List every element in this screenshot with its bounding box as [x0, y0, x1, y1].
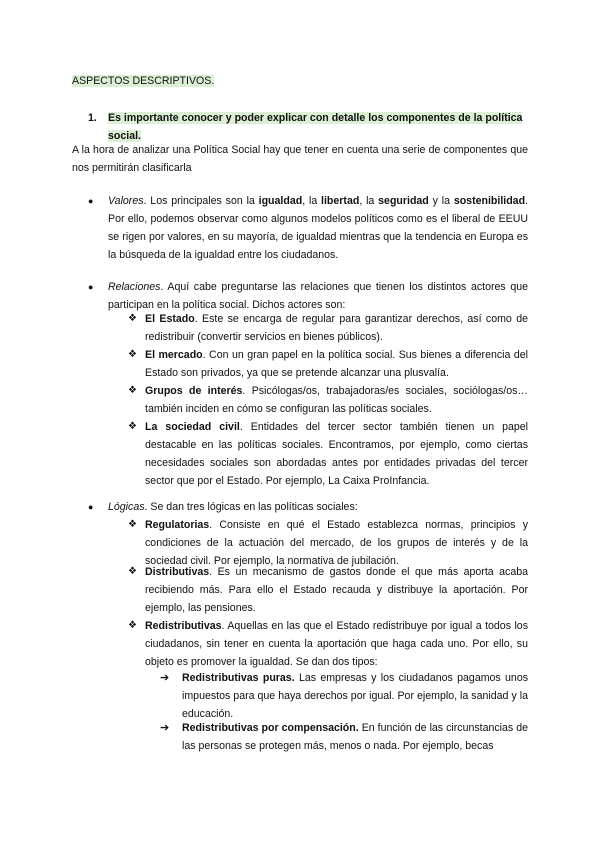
bullet-icon: ● [88, 196, 94, 206]
relaciones-item-sociedad: ❖ La sociedad civil. Entidades del tercer sector también tienen un papel destacable en las políticas sociales. Encontramos, por ejemplo, como ciertas necesidades sociales son abordadas antes por entidades privadas del tercer sector que por el Estado. Por ejemplo, La Caixa ProInfancia. [128, 418, 528, 490]
relaciones-text: Relaciones. Aquí cabe preguntarse las relaciones que tienen los distintos actores que participan en la política social. Dichos actores son: [108, 281, 528, 311]
diamond-bullet-icon: ❖ [128, 566, 137, 577]
arrow-right-icon: ➔ [160, 722, 170, 734]
logicas-item-redistributivas: ❖ Redistributivas. Aquellas en las que el Estado redistribuye por igual a todos los ciudadanos, sin tener en cuenta la aportación que haga cada uno. Por ello, su objeto es promover la igualdad. Se dan dos tipos: [128, 617, 528, 671]
section-heading-text: ASPECTOS DESCRIPTIVOS. [72, 75, 215, 87]
section-heading [72, 72, 214, 90]
relaciones-item-mercado: ❖ El mercado. Con un gran papel en la política social. Sus bienes a diferencia del Estado son privados, ya que se pretende alcanzar una plusvalía. [128, 346, 528, 382]
redistributivas-puras: ➔ Redistributivas puras. Las empresas y los ciudadanos pagamos unos impuestos para que haya derechos por igual. Por ejemplo, la sanidad y la educación. [160, 669, 528, 723]
bullet-icon: ● [88, 282, 94, 292]
question-item [88, 109, 528, 145]
diamond-bullet-icon: ❖ [128, 313, 137, 324]
intro-paragraph: A la hora de analizar una Política Social hay que tener en cuenta una serie de componentes que nos permitirán clasificarla [72, 144, 528, 174]
logicas-item-distributivas: ❖ Distributivas. Es un mecanismo de gastos donde el que más aporta acaba recibiendo más. Para ello el Estado recauda y distribuye la aportación. Por ejemplo, las pensiones. [128, 563, 528, 617]
bullet-icon: ● [88, 502, 94, 512]
diamond-bullet-icon: ❖ [128, 349, 137, 360]
diamond-bullet-icon: ❖ [128, 421, 137, 432]
diamond-bullet-icon: ❖ [128, 519, 137, 530]
logicas-item-regulatorias: ❖ Regulatorias. Consiste en qué el Estado establezca normas, principios y condiciones de la actuación del mercado, de los grupos de interés y de la sociedad civil. Por ejemplo, la normativa de jubilación. [128, 516, 528, 570]
bullet-logicas [88, 498, 528, 516]
relaciones-item-grupos: ❖ Grupos de interés. Psicólogas/os, trabajadoras/es sociales, sociólogas/os… también inciden en cómo se configuran las políticas sociales. [128, 382, 528, 418]
question-text: Es importante conocer y poder explicar con detalle los componentes de la política social. [108, 112, 523, 142]
diamond-bullet-icon: ❖ [128, 385, 137, 396]
diamond-bullet-icon: ❖ [128, 620, 137, 631]
redistributivas-compensacion: ➔ Redistributivas por compensación. En función de las circunstancias de las personas se protegen más, menos o nada. Por ejemplo, becas [160, 719, 528, 755]
arrow-right-icon: ➔ [160, 672, 170, 684]
question-number: 1. [88, 112, 97, 124]
logicas-text: Lógicas. Se dan tres lógicas en las políticas sociales: [108, 501, 358, 513]
relaciones-item-estado: ❖ El Estado. Este se encarga de regular para garantizar derechos, así como de redistribuir (convertir servicios en bienes públicos). [128, 310, 528, 346]
valores-text: Valores. Los principales son la igualdad, la libertad, la seguridad y la sostenibilidad. Por ello, podemos observar como algunos modelos políticos como es el liberal de EEUU se rigen por valores, en su mayoría, de igualdad mientras que la tendencia en Europa es la búsqueda de la igualdad entre los ciudadanos. [108, 195, 528, 261]
bullet-valores [88, 192, 528, 264]
bullet-relaciones [88, 278, 528, 314]
